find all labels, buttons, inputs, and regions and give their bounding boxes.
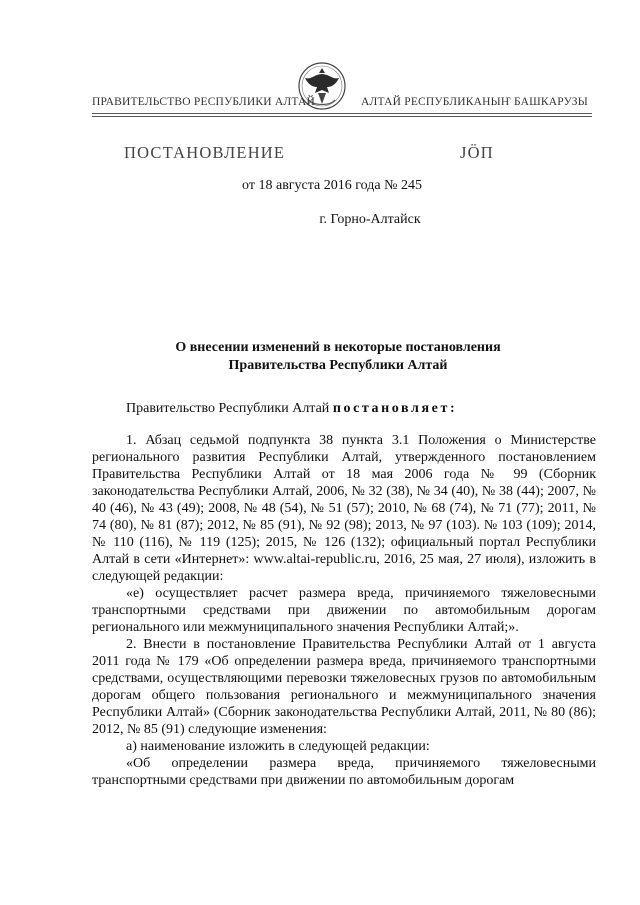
document-title-line-1: О внесении изменений в некоторые постановления bbox=[175, 340, 501, 355]
document-title-line-2: Правительства Республики Алтай bbox=[228, 358, 448, 373]
document-title bbox=[0, 339, 640, 375]
header-government-name-alt: АЛТАЙ РЕСПУБЛИКАНЫҤ БАШКАРУЗЫ bbox=[361, 96, 588, 108]
document-body bbox=[92, 400, 596, 789]
paragraph-1: 1. Абзац седьмой подпункта 38 пункта 3.1 Положения о Министерстве регионального развития Республики Алтай, утвержденного постановлением Правительства Республики Алтай от 18 мая 2006 года № 99 (Сборник законодательства Республики Алтай, 2006, № 32 (38), № 34 (40), № 38 (44); 2007, № 40 (46), № 43 (49); 2008, № 48 (54), № 51 (57); 2010, № 68 (74), № 71 (77); 2011, № 74 (80), № 81 (87); 2012, № 85 (91), № 92 (98); 2013, № 97 (103). № 103 (109); 2014, № 110 (116), № 119 (125); 2015, № 126 (132); официальный портал Республики Алтай в сети «Интернет»: www.altai-republic.ru, 2016, 25 мая, 27 июля), изложить в следующей редакции: bbox=[92, 433, 596, 584]
doc-type-ru: ПОСТАНОВЛЕНИЕ bbox=[124, 143, 286, 162]
intro-verb: постановляет: bbox=[332, 401, 458, 416]
header-government-name-ru: ПРАВИТЕЛЬСТВО РЕСПУБЛИКИ АЛТАЙ bbox=[92, 96, 316, 108]
paragraph-2a-quote: «Об определении размера вреда, причиняемого тяжеловесными транспортными средствами при движении по автомобильным дорогам bbox=[92, 756, 596, 788]
header-divider bbox=[92, 113, 592, 114]
document-date-number: от 18 августа 2016 года № 245 bbox=[242, 178, 422, 193]
intro-subject: Правительство Республики Алтай bbox=[126, 401, 333, 416]
resolution-intro bbox=[92, 400, 596, 417]
paragraph-2a: а) наименование изложить в следующей редакции: bbox=[126, 739, 430, 754]
paragraph-2: 2. Внести в постановление Правительства Республики Алтай от 1 августа 2011 года № 179 «Об определении размера вреда, причиняемого транспортными средствами, осуществляющими перевозки тяжеловесных грузов по автомобильным дорогам общего пользования регионального и межмуниципального значения Республики Алтай» (Сборник законодательства Республики Алтай, 2011, № 80 (86); 2012, № 85 (91) следующие изменения: bbox=[92, 637, 596, 737]
header-divider-thin bbox=[92, 116, 592, 117]
document-city: г. Горно-Алтайск bbox=[319, 212, 421, 227]
paragraph-1-quote: «е) осуществляет расчет размера вреда, причиняемого тяжеловесными транспортными средствами при движении по автомобильным дорогам регионального или межмуниципального значения Республики Алтай;». bbox=[92, 586, 596, 635]
doc-type-alt: ЈÖП bbox=[460, 143, 494, 162]
